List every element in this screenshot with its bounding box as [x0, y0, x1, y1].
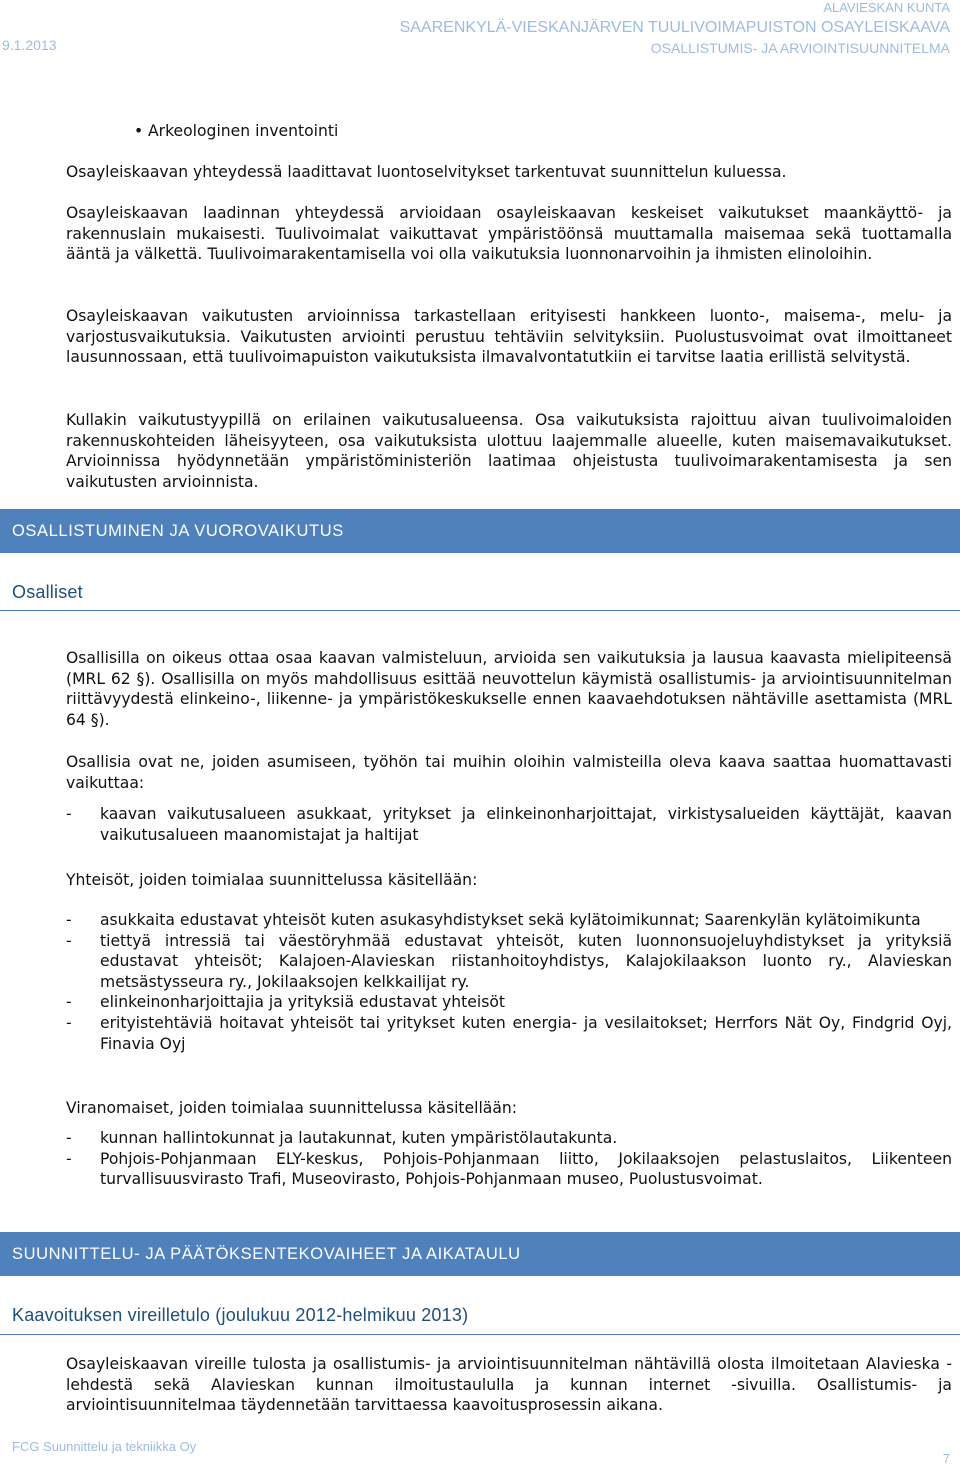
page-number: 7	[942, 1451, 950, 1466]
communities-intro: Yhteisöt, joiden toimialaa suunnittelussa käsitellään:	[66, 871, 478, 889]
header-municipality: ALAVIESKAN KUNTA	[823, 0, 950, 15]
footer-organization: FCG Suunnittelu ja tekniikka Oy	[12, 1439, 197, 1454]
list-item-text: Pohjois-Pohjanmaan ELY-keskus, Pohjois-Pohjanmaan liitto, Jokilaaksojen pelastuslaitos, Liikenteen turvallisuusvirasto Trafi, Museovirasto, Pohjois-Pohjanmaan museo, Puolustusvoimat.	[100, 1149, 952, 1189]
list-item	[66, 1013, 952, 1054]
affected-list	[66, 804, 952, 845]
list-dash: -	[66, 911, 72, 929]
list-item-text: kunnan hallintokunnat ja lautakunnat, kuten ympäristölautakunta.	[100, 1129, 618, 1147]
subheading-divider	[0, 1334, 960, 1335]
list-dash: -	[66, 1149, 72, 1168]
list-dash: -	[66, 805, 72, 823]
list-item-text: tiettyä intressiä tai väestöryhmää edustavat yhteisöt, kuten luonnonsuojeluyhdistykset ja yrityksiä edustavat yhteisöt; Kalajoen-Alavieskan riistanhoitoyhdistys, Kalajokilaakson luonto ry., Alavieskan metsästysseura ry., Jokilaaksojen kelkkailijat ry.	[100, 931, 952, 991]
list-dash: -	[66, 931, 72, 950]
bullet-icon: •	[134, 122, 144, 140]
subheading-divider	[0, 610, 960, 611]
section-heading-participation: OSALLISTUMINEN JA VUOROVAIKUTUS	[0, 509, 960, 553]
subheading-stakeholders: Osalliset	[12, 582, 83, 602]
list-item-text: erityistehtäviä hoitavat yhteisöt tai yritykset kuten energia- ja vesilaitokset; Herrfors Nät Oy, Findgrid Oyj, Finavia Oyj	[100, 1013, 952, 1053]
stakeholders-paragraph-1: Osallisilla on oikeus ottaa osaa kaavan valmisteluun, arvioida sen vaikutuksia ja lausua kaavasta mielipiteensä (MRL 62 §). Osallisilla on myös mahdollisuus esittää neuvottelun käymistä osallistumis- ja arviointisuunnitelman riittävyydestä elinkeino-, liikenne- ja ympäristökeskukselle ennen kaavaehdotuksen nähtäville asettamista (MRL 64 §).	[66, 649, 952, 729]
list-item	[66, 1128, 952, 1149]
list-dash: -	[66, 993, 72, 1012]
list-item	[66, 931, 952, 993]
communities-list	[66, 910, 952, 1054]
list-item-text: kaavan vaikutusalueen asukkaat, yritykset ja elinkeinonharjoittajat, virkistysalueiden käyttäjät, kaavan vaikutusalueen maanomistajat ja haltijat	[100, 805, 952, 844]
list-item-text: elinkeinonharjoittajia ja yrityksiä edustavat yhteisöt	[100, 993, 505, 1012]
authorities-intro: Viranomaiset, joiden toimialaa suunnittelussa käsitellään:	[66, 1099, 518, 1117]
header-date: 9.1.2013	[2, 37, 57, 53]
list-item-text: asukkaita edustavat yhteisöt kuten asukasyhdistykset sekä kylätoimikunnat; Saarenkylän kylätoimikunta	[100, 911, 921, 929]
list-item	[66, 992, 952, 1013]
stakeholders-paragraph-2: Osallisia ovat ne, joiden asumiseen, työhön tai muihin oloihin valmisteilla oleva kaava saattaa huomattavasti vaikuttaa:	[66, 753, 952, 792]
initiation-paragraph: Osayleiskaavan vireille tulosta ja osallistumis- ja arviointisuunnitelman nähtävillä olosta ilmoitetaan Alavieska -lehdestä sekä Alavieskan kunnan ilmoitustaululla ja kunnan internet -sivuilla. Osallistumis- ja arviointisuunnitelmaa täydennetään tarvittaessa kaavoitusprosessin aikana.	[66, 1355, 952, 1415]
section-heading-planning-phases: SUUNNITTELU- JA PÄÄTÖKSENTEKOVAIHEET JA AIKATAULU	[0, 1232, 960, 1276]
header-right	[400, 0, 950, 57]
header-doc-title: OSALLISTUMIS- JA ARVIOINTISUUNNITELMA	[650, 40, 950, 56]
intro-paragraph-1: Osayleiskaavan yhteydessä laadittavat luontoselvitykset tarkentuvat suunnittelun kuluessa.	[66, 163, 787, 181]
list-item	[66, 804, 952, 845]
subheading-initiation: Kaavoituksen vireilletulo (joulukuu 2012-helmikuu 2013)	[12, 1305, 469, 1325]
intro-paragraph-4: Kullakin vaikutustyypillä on erilainen vaikutusalueensa. Osa vaikutuksista rajoittuu aivan tuulivoimaloiden rakennuskohteiden läheisyyteen, osa vaikutuksista ulottuu laajemmalle alueelle, kuten maisemavaikutukset. Arvioinnissa hyödynnetään ympäristöministeriön laatimaa ohjeistusta tuulivoimarakentamisesta ja sen vaikutusten arvioinnista.	[66, 411, 952, 491]
list-item	[66, 1149, 952, 1190]
list-item	[66, 910, 952, 931]
authorities-list	[66, 1128, 952, 1190]
bullet-text: Arkeologinen inventointi	[148, 122, 339, 140]
list-dash: -	[66, 1129, 72, 1147]
bullet-item	[134, 121, 338, 142]
list-dash: -	[66, 1013, 72, 1032]
intro-paragraph-3: Osayleiskaavan vaikutusten arvioinnissa tarkastellaan erityisesti hankkeen luonto-, maisema-, melu- ja varjostusvaikutuksia. Vaikutusten arviointi perustuu tehtäviin selvityksiin. Puolustusvoimat ovat ilmoittaneet lausunnossaan, että tuulivoimapuiston vaikutuksista ilmavalvontatutkiin ei tarvitse laatia erillistä selvitystä.	[66, 307, 952, 367]
header-plan-title: SAARENKYLÄ-VIESKANJÄRVEN TUULIVOIMAPUISTON OSAYLEISKAAVA	[399, 19, 950, 36]
intro-paragraph-2: Osayleiskaavan laadinnan yhteydessä arvioidaan osayleiskaavan keskeiset vaikutukset maankäyttö- ja rakennuslain mukaisesti. Tuulivoimalat vaikuttavat ympäristöönsä muuttamalla maisemaa sekä tuottamalla ääntä ja välkettä. Tuulivoimarakentamisella voi olla vaikutuksia luonnonarvoihin ja ihmisten elinoloihin.	[66, 204, 952, 264]
